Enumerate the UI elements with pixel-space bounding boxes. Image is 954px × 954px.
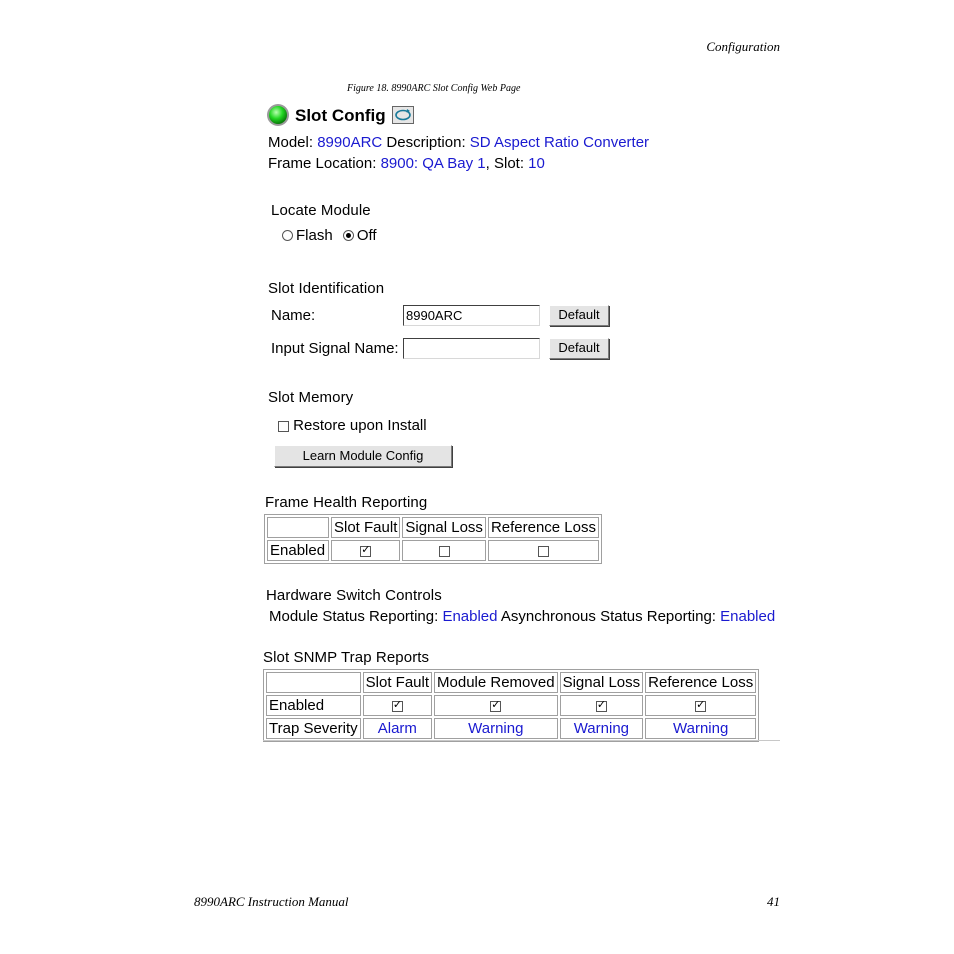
locate-module-heading: Locate Module <box>271 202 371 219</box>
snmp-table <box>263 669 759 742</box>
table-cell <box>488 540 599 561</box>
table-cell <box>402 540 486 561</box>
slot-memory-heading: Slot Memory <box>268 389 354 406</box>
table-header: Module Removed <box>434 672 558 693</box>
slot-fault-checkbox[interactable] <box>360 546 371 557</box>
table-cell <box>363 695 432 716</box>
table-row <box>266 695 756 716</box>
hardware-switch-heading: Hardware Switch Controls <box>266 587 442 604</box>
refresh-icon[interactable] <box>392 106 414 124</box>
severity-link[interactable]: Alarm <box>363 718 432 739</box>
model-label: Model: <box>268 134 314 151</box>
table-header: Reference Loss <box>488 517 599 538</box>
name-input[interactable]: 8990ARC <box>403 305 540 326</box>
table-header: Slot Fault <box>331 517 400 538</box>
page-title: Slot Config <box>295 106 386 125</box>
off-label: Off <box>356 227 377 244</box>
frame-link[interactable]: 8900: QA Bay 1 <box>380 155 486 172</box>
frame-health-table <box>264 514 602 564</box>
slot-link[interactable]: 10 <box>528 155 545 172</box>
screenshot-bottom-divider <box>263 740 780 741</box>
async-status-label: Asynchronous Status Reporting: <box>500 608 716 625</box>
status-led-icon <box>266 103 290 127</box>
table-header: Reference Loss <box>645 672 756 693</box>
module-status-link[interactable]: Enabled <box>442 608 498 625</box>
slot-identification-heading: Slot Identification <box>268 280 385 297</box>
row-label: Trap Severity <box>266 718 361 739</box>
snmp-signal-loss-checkbox[interactable] <box>596 701 607 712</box>
module-status-label: Module Status Reporting: <box>269 608 439 625</box>
description-label: Description: <box>386 134 466 151</box>
signal-loss-checkbox[interactable] <box>439 546 450 557</box>
hardware-status-line <box>269 608 775 625</box>
restore-label: Restore upon Install <box>293 417 427 434</box>
learn-module-config-button[interactable]: Learn Module Config <box>274 445 452 467</box>
footer-left: 8990ARC Instruction Manual <box>194 894 349 909</box>
locate-radio-group <box>282 227 377 244</box>
snmp-reference-loss-checkbox[interactable] <box>695 701 706 712</box>
table-cell <box>331 540 400 561</box>
off-radio[interactable] <box>343 230 354 241</box>
model-line <box>268 134 649 151</box>
table-row <box>267 517 599 538</box>
table-header: Signal Loss <box>402 517 486 538</box>
table-cell <box>645 695 756 716</box>
frame-location-label: Frame Location: <box>268 155 377 172</box>
snmp-slot-fault-checkbox[interactable] <box>392 701 403 712</box>
name-label: Name: <box>271 307 316 324</box>
severity-link[interactable]: Warning <box>560 718 644 739</box>
frame-location-line <box>268 155 545 172</box>
severity-link[interactable]: Warning <box>645 718 756 739</box>
table-row <box>266 672 756 693</box>
name-default-button[interactable]: Default <box>549 305 609 326</box>
reference-loss-checkbox[interactable] <box>538 546 549 557</box>
restore-row <box>278 417 427 434</box>
frame-health-heading: Frame Health Reporting <box>265 494 428 511</box>
table-cell-empty <box>267 517 329 538</box>
row-label: Enabled <box>266 695 361 716</box>
table-cell <box>434 695 558 716</box>
severity-link[interactable]: Warning <box>434 718 558 739</box>
flash-radio[interactable] <box>282 230 293 241</box>
running-header: Configuration <box>706 39 780 54</box>
table-header: Slot Fault <box>363 672 432 693</box>
slot-label: , Slot: <box>485 155 524 172</box>
table-cell-empty <box>266 672 361 693</box>
table-cell <box>560 695 644 716</box>
description-link[interactable]: SD Aspect Ratio Converter <box>469 134 650 151</box>
table-header: Signal Loss <box>560 672 644 693</box>
snmp-module-removed-checkbox[interactable] <box>490 701 501 712</box>
input-signal-label: Input Signal Name: <box>271 340 399 357</box>
restore-checkbox[interactable] <box>278 421 289 432</box>
row-label: Enabled <box>267 540 329 561</box>
page-number: 41 <box>767 894 780 909</box>
table-row <box>267 540 599 561</box>
input-signal-input[interactable] <box>403 338 540 359</box>
input-signal-default-button[interactable]: Default <box>549 338 609 359</box>
async-status-link[interactable]: Enabled <box>720 608 776 625</box>
figure-caption: Figure 18. 8990ARC Slot Config Web Page <box>347 83 521 94</box>
model-link[interactable]: 8990ARC <box>317 134 383 151</box>
table-row <box>266 718 756 739</box>
flash-label: Flash <box>296 227 333 244</box>
snmp-heading: Slot SNMP Trap Reports <box>263 649 430 666</box>
